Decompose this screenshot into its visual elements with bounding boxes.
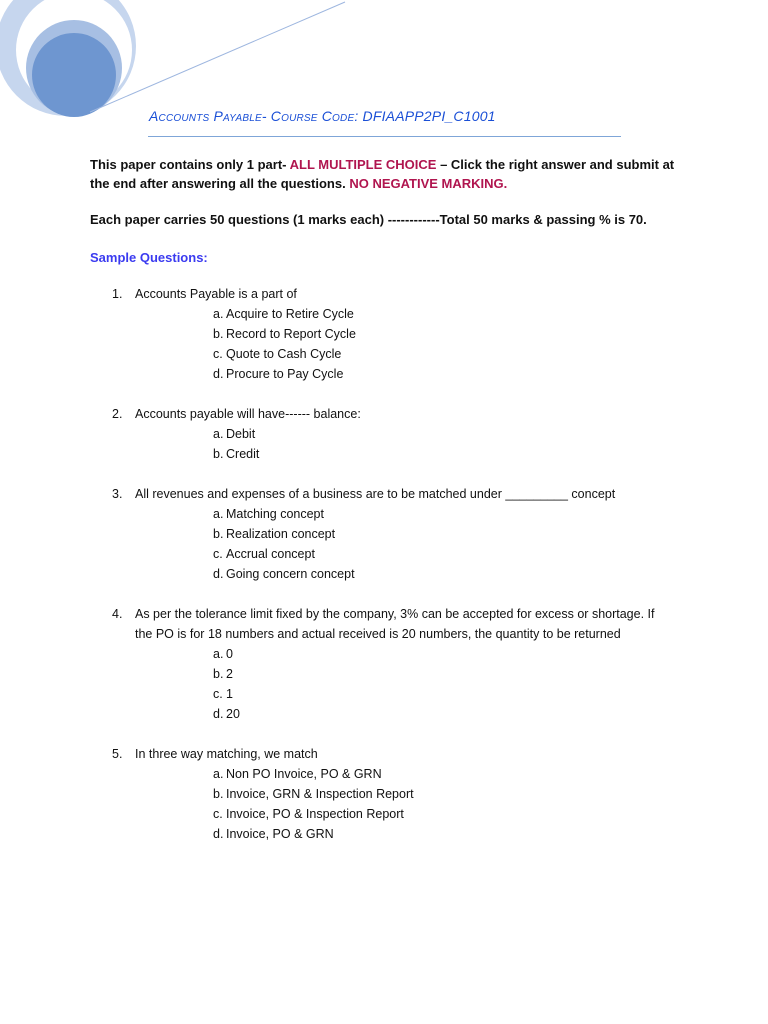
option-text: Quote to Cash Cycle <box>226 347 342 361</box>
question-text: In three way matching, we match <box>135 747 318 761</box>
answer-option[interactable] <box>213 524 768 544</box>
option-text: Matching concept <box>226 507 324 521</box>
title-course-code-label: Course Code <box>270 108 355 124</box>
answer-option[interactable] <box>213 364 768 384</box>
question-text: Accounts Payable is a part of <box>135 287 297 301</box>
question-3 <box>0 484 768 584</box>
question-text: All revenues and expenses of a business are to be matched under _________ concept <box>135 487 616 501</box>
option-letter: b. <box>213 327 224 341</box>
option-letter: a. <box>213 427 224 441</box>
option-text: Invoice, PO & GRN <box>226 827 334 841</box>
option-text: Invoice, PO & Inspection Report <box>226 807 404 821</box>
answer-option[interactable] <box>213 504 768 524</box>
answer-option[interactable] <box>213 664 768 684</box>
answer-option[interactable] <box>213 804 768 824</box>
option-text: Invoice, GRN & Inspection Report <box>226 787 414 801</box>
answer-option[interactable] <box>213 684 768 704</box>
option-text: Non PO Invoice, PO & GRN <box>226 767 382 781</box>
question-number: 2. <box>112 407 123 421</box>
answer-option[interactable] <box>213 444 768 464</box>
question-1 <box>0 284 768 384</box>
option-letter: d. <box>213 707 224 721</box>
intro-prefix: This paper contains only 1 part- <box>90 157 290 172</box>
option-letter: a. <box>213 507 224 521</box>
answer-option[interactable] <box>213 704 768 724</box>
answer-option[interactable] <box>213 424 768 444</box>
option-text: Accrual concept <box>226 547 315 561</box>
question-number: 4. <box>112 607 123 621</box>
option-letter: b. <box>213 787 224 801</box>
option-text: 2 <box>226 667 233 681</box>
option-letter: c. <box>213 547 223 561</box>
questions-list <box>0 284 768 864</box>
answer-option[interactable] <box>213 764 768 784</box>
option-letter: a. <box>213 767 224 781</box>
option-text: Realization concept <box>226 527 336 541</box>
option-letter: b. <box>213 667 224 681</box>
answer-option[interactable] <box>213 324 768 344</box>
option-text: 20 <box>226 707 240 721</box>
option-text: Acquire to Retire Cycle <box>226 307 354 321</box>
option-text: Debit <box>226 427 256 441</box>
question-number: 5. <box>112 747 123 761</box>
question-number: 3. <box>112 487 123 501</box>
option-text: Credit <box>226 447 260 461</box>
option-letter: d. <box>213 567 224 581</box>
decor-circle-inner <box>32 33 116 117</box>
title-underline <box>148 136 621 137</box>
sample-questions-heading: Sample Questions: <box>90 250 208 265</box>
option-text: 1 <box>226 687 233 701</box>
intro-no-negative-marking: NO NEGATIVE MARKING. <box>349 176 508 191</box>
question-5 <box>0 744 768 844</box>
answer-option[interactable] <box>213 644 768 664</box>
title-accounts-payable: Accounts Payable <box>149 108 262 124</box>
intro-middle: – Click the right answer and submit at the end after answering all the questions. <box>90 157 675 191</box>
question-2 <box>0 404 768 464</box>
option-letter: d. <box>213 367 224 381</box>
intro-paragraph <box>90 155 690 193</box>
option-letter: c. <box>213 687 223 701</box>
option-letter: b. <box>213 447 224 461</box>
option-letter: b. <box>213 527 224 541</box>
title-separator: - <box>261 108 271 124</box>
intro-multiple-choice: ALL MULTIPLE CHOICE <box>289 157 437 172</box>
marks-statement: Each paper carries 50 questions (1 marks each) ------------Total 50 marks & passing % is 70. <box>90 212 647 227</box>
answer-option[interactable] <box>213 344 768 364</box>
title-course-code-value: : DFIAAPP2PI_C1001 <box>354 108 496 124</box>
option-letter: a. <box>213 307 224 321</box>
answer-option[interactable] <box>213 824 768 844</box>
answer-option[interactable] <box>213 304 768 324</box>
option-text: 0 <box>226 647 233 661</box>
course-title <box>149 108 496 124</box>
answer-option[interactable] <box>213 784 768 804</box>
answer-option[interactable] <box>213 564 768 584</box>
option-text: Procure to Pay Cycle <box>226 367 344 381</box>
question-number: 1. <box>112 287 123 301</box>
question-text: Accounts payable will have------ balance: <box>135 407 361 421</box>
answer-option[interactable] <box>213 544 768 564</box>
option-text: Record to Report Cycle <box>226 327 356 341</box>
question-text: As per the tolerance limit fixed by the company, 3% can be accepted for excess or shortage. If the PO is for 18 numbers and actual received is 20 numbers, the quantity to be returned <box>135 607 655 641</box>
option-letter: c. <box>213 347 223 361</box>
option-letter: d. <box>213 827 224 841</box>
option-letter: a. <box>213 647 224 661</box>
option-letter: c. <box>213 807 223 821</box>
option-text: Going concern concept <box>226 567 355 581</box>
question-4 <box>0 604 768 724</box>
